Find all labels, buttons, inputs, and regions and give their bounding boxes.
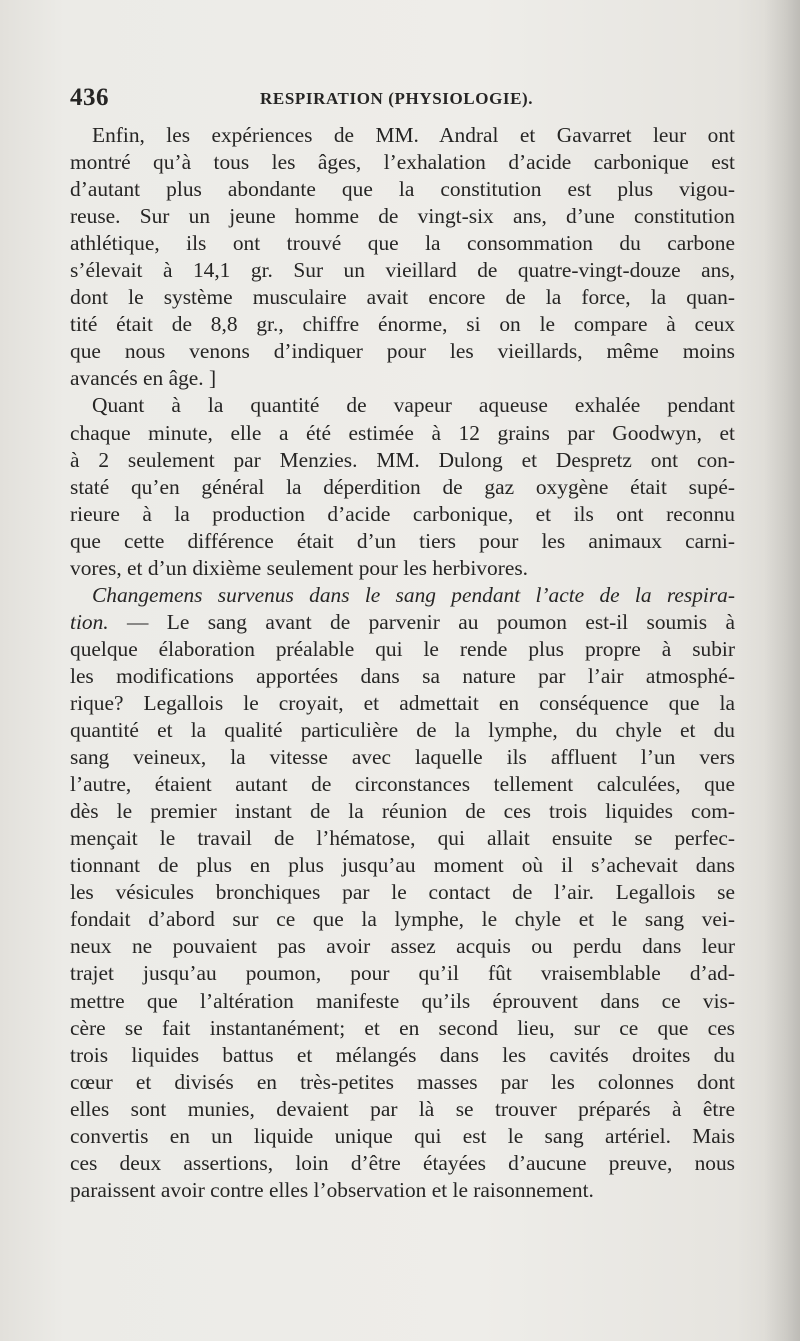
text-line	[70, 447, 735, 474]
page-header	[70, 84, 735, 114]
line-text: d’autant plus abondante que la constitution est plus vigou-	[70, 177, 735, 202]
text-line	[70, 1096, 735, 1123]
text-line	[70, 365, 735, 392]
text-line	[70, 1150, 735, 1177]
line-text: avancés en âge. ]	[70, 366, 217, 391]
text-line	[70, 582, 735, 609]
line-text: athlétique, ils ont trouvé que la consommation du carbone	[70, 231, 735, 256]
text-line	[70, 825, 735, 852]
text-line	[70, 203, 735, 230]
line-text: Enfin, les expériences de MM. Andral et Gavarret leur ont	[92, 123, 735, 147]
page-number: 436	[70, 84, 109, 111]
text-line	[70, 284, 735, 311]
line-text: paraissent avoir contre elles l’observation et le raisonnement.	[70, 1177, 594, 1202]
line-text: s’élevait à 14,1 gr. Sur un vieillard de quatre-vingt-douze ans,	[70, 258, 735, 283]
text-line	[70, 798, 735, 825]
line-text: dès le premier instant de la réunion de ces trois liquides com-	[70, 799, 735, 824]
text-line	[70, 988, 735, 1015]
line-text: ces deux assertions, loin d’être étayées d’aucune preuve, nous	[70, 1150, 735, 1175]
text-line	[70, 555, 735, 582]
text-line	[70, 690, 735, 717]
text-line	[70, 636, 735, 663]
line-text: les vésicules bronchiques par le contact de l’air. Legallois se	[70, 880, 735, 905]
section-heading-italic: Changemens survenus dans le sang pendant l’acte de la respira-	[92, 582, 735, 607]
line-text: reuse. Sur un jeune homme de vingt-six ans, d’une constitution	[70, 204, 735, 229]
line-text: rique? Legallois le croyait, et admettait en conséquence que la	[70, 690, 735, 715]
line-text: cœur et divisés en très-petites masses par les colonnes dont	[70, 1069, 735, 1094]
body-text	[70, 122, 735, 1204]
text-line	[70, 609, 735, 636]
line-text: cère se fait instantanément; et en second lieu, sur ce que ces	[70, 1015, 735, 1040]
text-line	[70, 392, 735, 419]
line-text: trajet jusqu’au poumon, pour qu’il fût vraisemblable d’ad-	[70, 961, 735, 986]
line-text: trois liquides battus et mélangés dans les cavités droites du	[70, 1042, 735, 1067]
text-line	[70, 501, 735, 528]
line-text: tionnant de plus en plus jusqu’au moment où il s’achevait dans	[70, 853, 735, 878]
text-line	[70, 1069, 735, 1096]
text-line	[70, 528, 735, 555]
line-text: quelque élaboration préalable qui le rende plus propre à subir	[70, 636, 735, 661]
text-line	[70, 879, 735, 906]
line-text: à 2 seulement par Menzies. MM. Dulong et Despretz ont con-	[70, 447, 735, 472]
line-text: — Le sang avant de parvenir au poumon est-il soumis à	[108, 609, 735, 634]
line-text: tité était de 8,8 gr., chiffre énorme, si on le compare à ceux	[70, 312, 735, 337]
line-text: sang veineux, la vitesse avec laquelle ils affluent l’un vers	[70, 745, 735, 770]
line-text: que nous venons d’indiquer pour les vieillards, même moins	[70, 339, 735, 364]
line-text: neux ne pouvaient pas avoir assez acquis ou perdu dans leur	[70, 934, 735, 959]
text-line	[70, 717, 735, 744]
section-heading-italic: tion.	[70, 609, 109, 634]
line-text: que cette différence était d’un tiers pour les animaux carni-	[70, 528, 735, 553]
text-line	[70, 230, 735, 257]
line-text: Quant à la quantité de vapeur aqueuse exhalée pendant	[92, 393, 735, 418]
line-text: mettre que l’altération manifeste qu’ils éprouvent dans ce vis-	[70, 988, 735, 1013]
text-line	[70, 257, 735, 284]
text-line	[70, 122, 735, 149]
text-line	[70, 744, 735, 771]
line-text: fondait d’abord sur ce que la lymphe, le chyle et le sang vei-	[70, 907, 735, 932]
line-text: convertis en un liquide unique qui est le sang artériel. Mais	[70, 1123, 735, 1148]
line-text: l’autre, étaient autant de circonstances tellement calculées, que	[70, 772, 735, 797]
text-line	[70, 176, 735, 203]
text-line	[70, 149, 735, 176]
text-line	[70, 960, 735, 987]
line-text: quantité et la qualité particulière de la lymphe, du chyle et du	[70, 718, 735, 743]
text-line	[70, 933, 735, 960]
text-line	[70, 1123, 735, 1150]
text-line	[70, 474, 735, 501]
text-line	[70, 852, 735, 879]
text-line	[70, 1177, 735, 1204]
running-head: RESPIRATION (PHYSIOLOGIE).	[260, 89, 534, 108]
text-line	[70, 771, 735, 798]
text-line	[70, 1042, 735, 1069]
text-line	[70, 1015, 735, 1042]
line-text: chaque minute, elle a été estimée à 12 grains par Goodwyn, et	[70, 420, 735, 445]
page-gutter-shadow	[764, 0, 800, 1341]
text-line	[70, 663, 735, 690]
text-line	[70, 338, 735, 365]
line-text: staté qu’en général la déperdition de gaz oxygène était supé-	[70, 474, 735, 499]
line-text: les modifications apportées dans sa nature par l’air atmosphé-	[70, 663, 735, 688]
line-text: dont le système musculaire avait encore de la force, la quan-	[70, 285, 735, 310]
text-line	[70, 420, 735, 447]
line-text: rieure à la production d’acide carbonique, et ils ont reconnu	[70, 501, 735, 526]
text-line	[70, 311, 735, 338]
text-line	[70, 906, 735, 933]
line-text: vores, et d’un dixième seulement pour les herbivores.	[70, 555, 528, 580]
line-text: elles sont munies, devaient par là se trouver préparés à être	[70, 1096, 735, 1121]
line-text: mençait le travail de l’hématose, qui allait ensuite se perfec-	[70, 826, 735, 851]
line-text: montré qu’à tous les âges, l’exhalation d’acide carbonique est	[70, 150, 735, 175]
